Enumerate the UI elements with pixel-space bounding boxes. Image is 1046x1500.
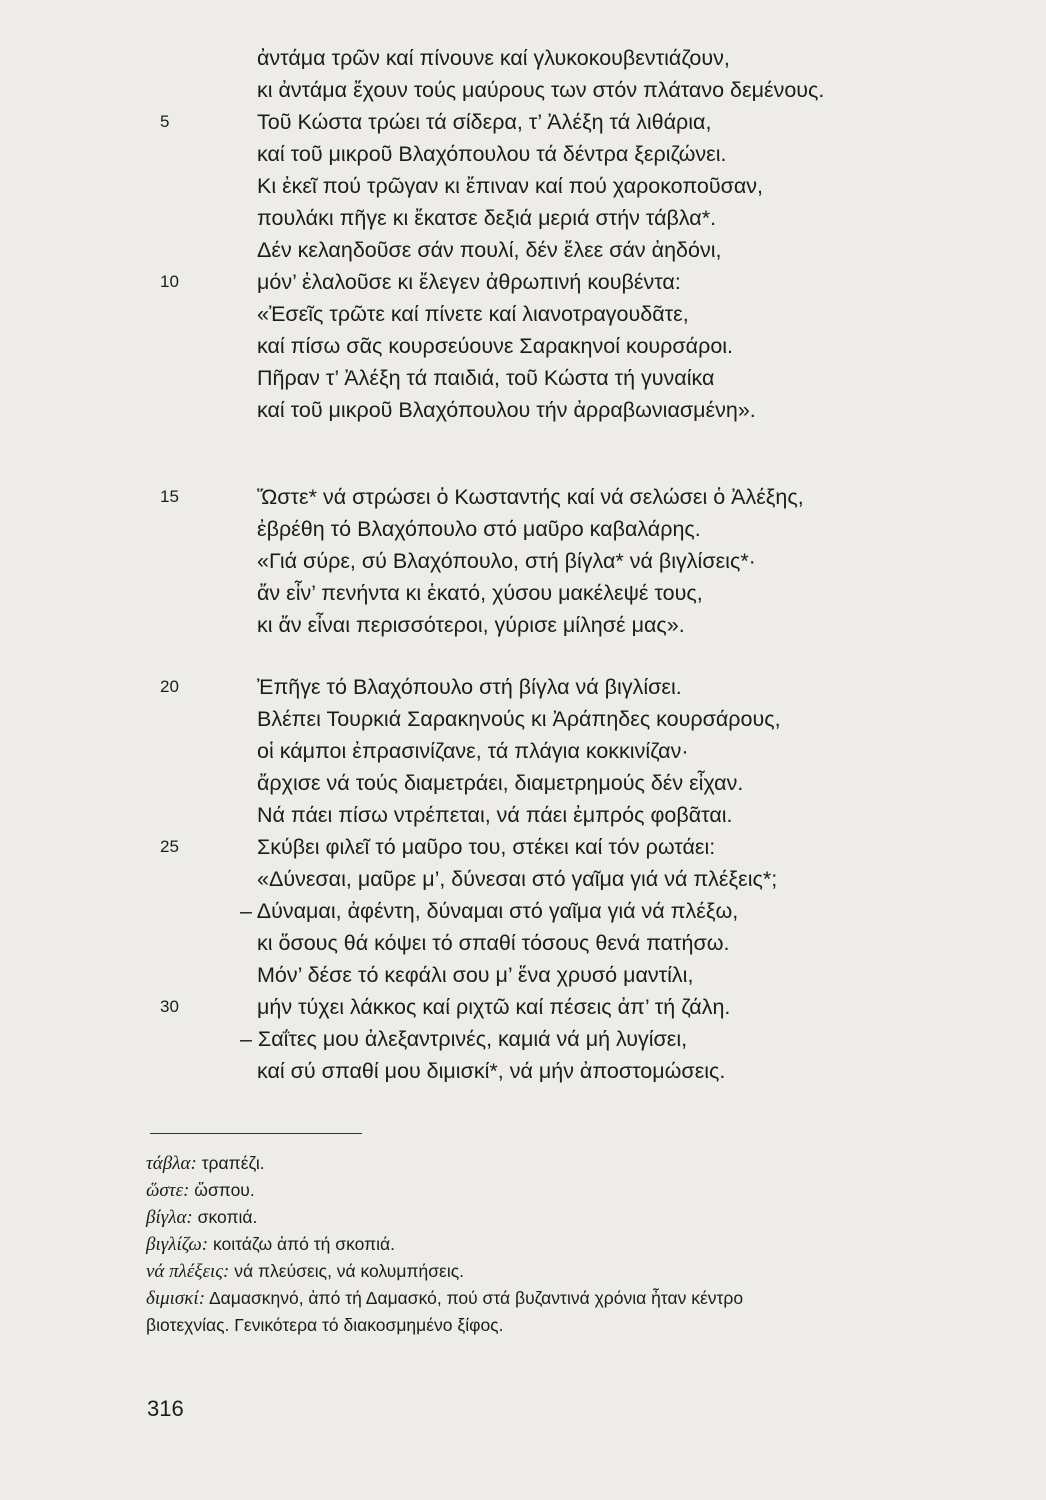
footnote [146, 1177, 1026, 1204]
verse-text: Μόν’ δέσε τό κεφάλι σου μ’ ἕνα χρυσό μαντίλι, [257, 963, 694, 987]
verse-text: «Γιά σύρε, σύ Βλαχόπουλο, στή βίγλα* νά βιγλίσεις*· [257, 549, 756, 573]
stanza-1 [0, 42, 1046, 426]
verse-line [0, 394, 1046, 426]
verse-line [0, 735, 1046, 767]
footnote [146, 1258, 1026, 1285]
line-number: 20 [160, 677, 179, 696]
verse-text: Δέν κελαηδοῦσε σάν πουλί, δέν ἔλεε σάν ἀηδόνι, [257, 238, 722, 262]
verse-line [0, 1055, 1046, 1087]
footnote-definition: Δαμασκηνό, ἀπό τή Δαμασκό, πού στά βυζαντινά χρόνια ἦταν κέντρο [208, 1288, 744, 1308]
verse-line [0, 513, 1046, 545]
verse-line [0, 767, 1046, 799]
verse-text: ἄν εἶν’ πενήντα κι ἑκατό, χύσου μακέλεψέ τους, [257, 581, 703, 605]
verse-line [0, 545, 1046, 577]
verse-text: καί σύ σπαθί μου διμισκί*, νά μήν ἀποστομώσεις. [257, 1059, 726, 1083]
verse-text: καί τοῦ μικροῦ Βλαχόπουλου τήν ἀρραβωνιασμένη». [257, 398, 756, 422]
footnote-term: βίγλα: [146, 1207, 193, 1228]
verse-line [0, 138, 1046, 170]
verse-text: ἄρχισε νά τούς διαμετράει, διαμετρημούς δέν εἶχαν. [257, 771, 744, 795]
verse-text: μήν τύχει λάκκος καί ριχτῶ καί πέσεις ἀπ’ τή ζάλη. [257, 995, 731, 1019]
line-number: 30 [160, 997, 179, 1016]
verse-line [0, 42, 1046, 74]
verse-line [0, 1023, 1046, 1055]
verse-text: οἱ κάμποι ἐπρασινίζανε, τά πλάγια κοκκινίζαν· [257, 739, 689, 763]
verse-line [0, 234, 1046, 266]
verse-text: κι ἄν εἶναι περισσότεροι, γύρισε μίλησέ μας». [257, 613, 685, 637]
footnote-definition: κοιτάζω ἀπό τή σκοπιά. [212, 1234, 396, 1254]
line-number: 5 [160, 112, 170, 131]
footnote [146, 1231, 1026, 1258]
footnote-term: νά πλέξεις: [146, 1261, 230, 1282]
verse-line [0, 927, 1046, 959]
footnote-term: ὥστε: [146, 1180, 190, 1201]
verse-line [0, 202, 1046, 234]
verse-line [0, 703, 1046, 735]
verse-line [0, 609, 1046, 641]
verse-line [0, 298, 1046, 330]
footnote-term: τάβλα: [146, 1153, 197, 1174]
page-number: 316 [147, 1396, 184, 1421]
verse-text: «Ἐσεῖς τρῶτε καί πίνετε καί λιανοτραγουδᾶτε, [257, 302, 689, 326]
verse-line [0, 799, 1046, 831]
footnote [146, 1285, 1026, 1312]
verse-line [0, 577, 1046, 609]
footnote-divider [150, 1133, 362, 1134]
verse-line [0, 106, 1046, 138]
verse-text: Τοῦ Κώστα τρώει τά σίδερα, τ’ Ἀλέξη τά λιθάρια, [257, 110, 712, 134]
verse-line [0, 991, 1046, 1023]
footnotes [146, 1150, 1026, 1338]
verse-text: ἀντάμα τρῶν καί πίνουνε καί γλυκοκουβεντιάζουν, [257, 46, 730, 70]
verse-line [0, 863, 1046, 895]
stanza-3 [0, 671, 1046, 1087]
verse-line [0, 170, 1046, 202]
verse-text: καί τοῦ μικροῦ Βλαχόπουλου τά δέντρα ξεριζώνει. [257, 142, 727, 166]
footnote [146, 1204, 1026, 1231]
verse-text: Ὥστε* νά στρώσει ὁ Κωσταντής καί νά σελώσει ὁ Ἀλέξης, [257, 485, 804, 509]
verse-text: Νά πάει πίσω ντρέπεται, νά πάει ἐμπρός φοβᾶται. [257, 803, 733, 827]
verse-text: – Σαΐτες μου ἀλεξαντρινές, καμιά νά μή λυγίσει, [240, 1027, 688, 1051]
footnote-term: βιγλίζω: [146, 1234, 209, 1255]
footnote-definition: σκοπιά. [197, 1207, 258, 1227]
verse-text: Ἐπῆγε τό Βλαχόπουλο στή βίγλα νά βιγλίσει. [257, 675, 682, 699]
verse-line [0, 895, 1046, 927]
verse-line [0, 959, 1046, 991]
verse-line [0, 831, 1046, 863]
verse-text: «Δύνεσαι, μαῦρε μ’, δύνεσαι στό γαῖμα γιά νά πλέξεις*; [257, 867, 778, 891]
verse-text: ἐβρέθη τό Βλαχόπουλο στό μαῦρο καβαλάρης. [257, 517, 701, 541]
verse-text: Πῆραν τ’ Ἀλέξη τά παιδιά, τοῦ Κώστα τή γυναίκα [257, 366, 715, 390]
footnote-term: διμισκί: [146, 1288, 206, 1309]
footnote-definition: ὥσπου. [194, 1180, 255, 1200]
verse-text: Βλέπει Τουρκιά Σαρακηνούς κι Ἀράπηδες κουρσάρους, [257, 707, 781, 731]
verse-line [0, 266, 1046, 298]
line-number: 10 [160, 272, 179, 291]
footnote-definition: τραπέζι. [201, 1153, 265, 1173]
verse-text: – Δύναμαι, ἀφέντη, δύναμαι στό γαῖμα γιά νά πλέξω, [240, 899, 739, 923]
verse-text: Κι ἐκεῖ πού τρῶγαν κι ἔπιναν καί πού χαροκοποῦσαν, [257, 174, 764, 198]
footnote-definition: νά πλεύσεις, νά κολυμπήσεις. [234, 1261, 465, 1281]
verse-text: Σκύβει φιλεῖ τό μαῦρο του, στέκει καί τόν ρωτάει: [257, 835, 716, 859]
verse-line [0, 671, 1046, 703]
line-number: 15 [160, 487, 179, 506]
footnote-continuation: βιοτεχνίας. Γενικότερα τό διακοσμημένο ξίφος. [146, 1315, 504, 1335]
verse-line [0, 481, 1046, 513]
verse-text: κι ὅσους θά κόψει τό σπαθί τόσους θενά πατήσω. [257, 931, 730, 955]
verse-line [0, 362, 1046, 394]
footnote [146, 1150, 1026, 1177]
verse-text: κι ἀντάμα ἔχουν τούς μαύρους των στόν πλάτανο δεμένους. [257, 78, 825, 102]
verse-text: καί πίσω σᾶς κουρσεύουνε Σαρακηνοί κουρσάροι. [257, 334, 734, 358]
verse-text: μόν’ ἐλαλοῦσε κι ἔλεγεν ἀθρωπινή κουβέντα: [257, 270, 681, 294]
line-number: 25 [160, 837, 179, 856]
verse-line [0, 74, 1046, 106]
verse-line [0, 330, 1046, 362]
stanza-2 [0, 481, 1046, 641]
verse-text: πουλάκι πῆγε κι ἔκατσε δεξιά μεριά στήν τάβλα*. [257, 206, 717, 230]
